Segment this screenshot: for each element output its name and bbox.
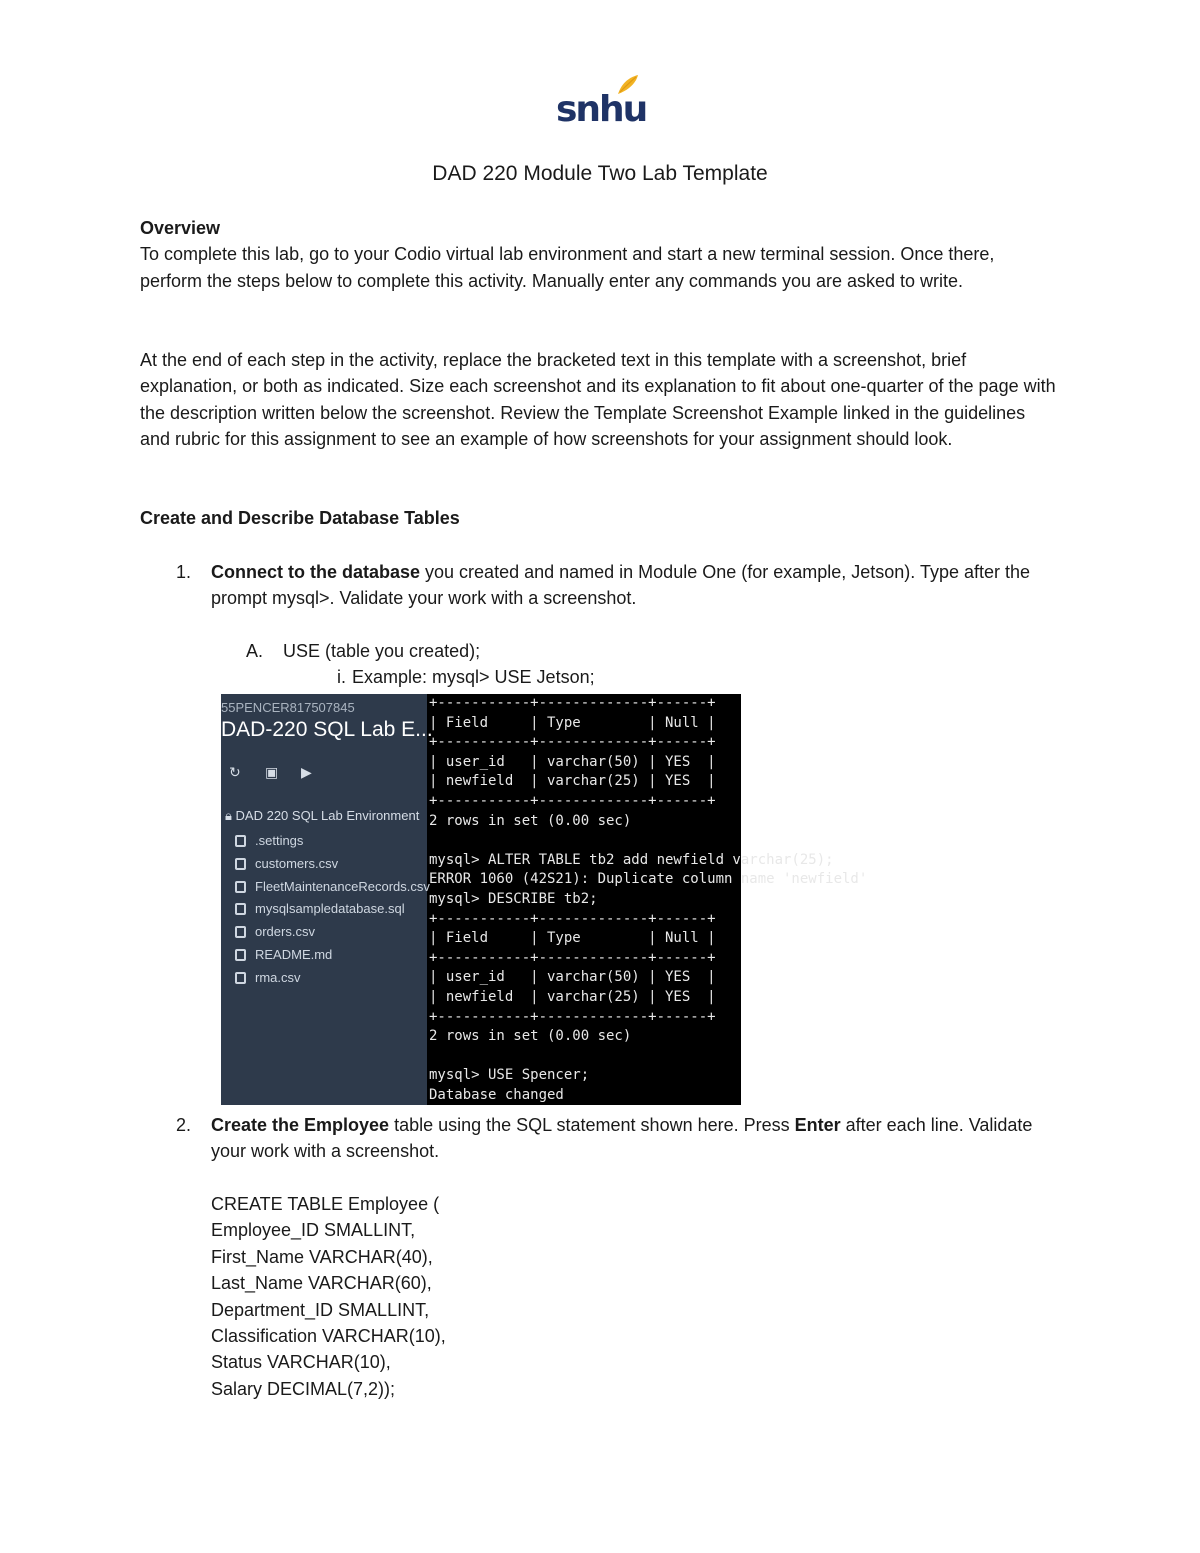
document-title: DAD 220 Module Two Lab Template <box>432 162 768 185</box>
file-name: README.md <box>255 946 333 962</box>
file-name: rma.csv <box>255 969 301 985</box>
terminal-line: +-----------+-------------+------+ <box>429 949 716 966</box>
file-item[interactable] <box>235 967 430 990</box>
file-name: FleetMaintenanceRecords.csv <box>255 878 430 894</box>
terminal-line: mysql> ALTER TABLE tb2 add newfield varchar(25); <box>429 851 834 868</box>
terminal-line: Database changed <box>429 1086 564 1103</box>
terminal-line: | Field | Type | Null | <box>429 714 716 731</box>
sql-line: Department_ID SMALLINT, <box>211 1299 430 1320</box>
terminal-line: | newfield | varchar(25) | YES | <box>429 988 716 1005</box>
file-icon <box>235 835 246 847</box>
codio-screenshot <box>221 694 868 1105</box>
terminal-line: +-----------+-------------+------+ <box>429 792 716 809</box>
play-icon: ▶ <box>301 764 312 780</box>
terminal-icon: ▣ <box>265 764 279 780</box>
file-tree-panel <box>221 694 433 1105</box>
sql-line: Last_Name VARCHAR(60), <box>211 1273 432 1294</box>
project-root <box>225 808 419 824</box>
overview-section <box>140 215 1060 294</box>
overview-heading: Overview <box>140 218 221 238</box>
terminal-line: mysql> USE Spencer; <box>429 1067 590 1084</box>
overview-paragraph-2: At the end of each step in the activity, replace the bracketed text in this template with a screenshot, brief explanation, or both as indicated. Size each screenshot and its explanation to fit about one-quarter of the page with the description written below the screenshot. Review the Template Screenshot Example linked in the guidelines and rubric for this assignment to see an example of how screenshots for your assignment should look. <box>140 350 1056 450</box>
step-2-body-2: after each line. Validate your work with a screenshot. <box>211 1115 1033 1162</box>
terminal-line: 2 rows in set (0.00 sec) <box>429 812 632 829</box>
sql-line: Employee_ID SMALLINT, <box>211 1220 416 1241</box>
step-1-sub-i-marker: i. <box>337 667 346 687</box>
step-1-number: 1. <box>176 562 192 582</box>
file-name: orders.csv <box>255 924 315 940</box>
terminal-line: | Field | Type | Null | <box>429 930 716 947</box>
file-icon <box>235 881 246 893</box>
file-icon <box>235 926 246 938</box>
step-1-sub-i-text: Example: mysql> USE Jetson; <box>352 667 595 687</box>
sql-statement <box>211 1191 1061 1402</box>
sql-line: First_Name VARCHAR(40), <box>211 1246 433 1267</box>
step-2-bold-1: Create the Employee <box>211 1115 390 1135</box>
logo-wordmark: snhu <box>556 89 647 130</box>
sql-line: Classification VARCHAR(10), <box>211 1326 446 1347</box>
step-1-bold: Connect to the database <box>211 562 421 582</box>
overview-paragraph-1: To complete this lab, go to your Codio virtual lab environment and start a new terminal session. Once there, perform the steps below to complete this activity. Manually enter any commands you are asked to write. <box>140 244 995 291</box>
terminal-line: +-----------+-------------+------+ <box>429 734 716 751</box>
step-2-body-1: table using the SQL statement shown here. Press <box>389 1115 795 1135</box>
file-item[interactable] <box>235 853 430 876</box>
sql-line: Status VARCHAR(10), <box>211 1352 391 1373</box>
step-1-sub-a-text: USE (table you created); <box>283 641 481 661</box>
file-icon <box>235 949 246 961</box>
step-1-sub-a-marker: A. <box>246 641 264 661</box>
file-item[interactable] <box>235 921 430 944</box>
step-2-number: 2. <box>176 1115 192 1135</box>
step-2-text <box>211 1112 1061 1165</box>
sql-line: CREATE TABLE Employee ( <box>211 1194 440 1214</box>
file-icon <box>235 972 246 984</box>
terminal-output <box>429 694 868 1105</box>
lock-icon: 🔒︎ <box>225 808 236 823</box>
section-heading: Create and Describe Database Tables <box>140 508 460 528</box>
file-item[interactable] <box>235 830 430 853</box>
file-name: customers.csv <box>255 855 339 871</box>
refresh-icon: ↻ <box>229 764 241 780</box>
terminal-line: | user_id | varchar(50) | YES | <box>429 969 716 986</box>
file-item[interactable] <box>235 898 430 921</box>
step-2-bold-2: Enter <box>794 1115 841 1135</box>
file-name: .settings <box>255 833 304 848</box>
step-1-body: you created and named in Module One (for example, Jetson). Type after the prompt mysql>. Validate your work with a screenshot. <box>211 562 1031 609</box>
toolbar <box>229 764 337 781</box>
terminal-line <box>429 1047 741 1067</box>
terminal-line: mysql> DESCRIBE tb2; <box>429 890 598 907</box>
file-icon <box>235 903 246 915</box>
project-title: DAD-220 SQL Lab E... <box>221 718 433 741</box>
terminal-line <box>429 831 741 851</box>
file-name: mysqlsampledatabase.sql <box>255 901 405 917</box>
file-list <box>235 830 430 990</box>
overview-paragraph-2-block <box>140 347 1060 453</box>
project-root-label: DAD 220 SQL Lab Environment <box>235 808 420 823</box>
terminal-line: 2 rows in set (0.00 sec) <box>429 1028 632 1045</box>
terminal-line: | newfield | varchar(25) | YES | <box>429 773 716 790</box>
step-1-text <box>211 559 1061 612</box>
sql-line: Salary DECIMAL(7,2)); <box>211 1378 396 1399</box>
file-icon <box>235 858 246 870</box>
file-item[interactable] <box>235 876 430 899</box>
snhu-logo <box>556 74 647 134</box>
terminal-line: +-----------+-------------+------+ <box>429 1008 716 1025</box>
box-id-text: 55PENCER817507845 <box>221 700 355 715</box>
terminal-line: | user_id | varchar(50) | YES | <box>429 753 716 770</box>
file-item[interactable] <box>235 944 430 967</box>
terminal-line: ERROR 1060 (42S21): Duplicate column name 'newfield' <box>429 871 868 888</box>
terminal-line: +-----------+-------------+------+ <box>429 695 716 711</box>
terminal-line: +-----------+-------------+------+ <box>429 910 716 927</box>
